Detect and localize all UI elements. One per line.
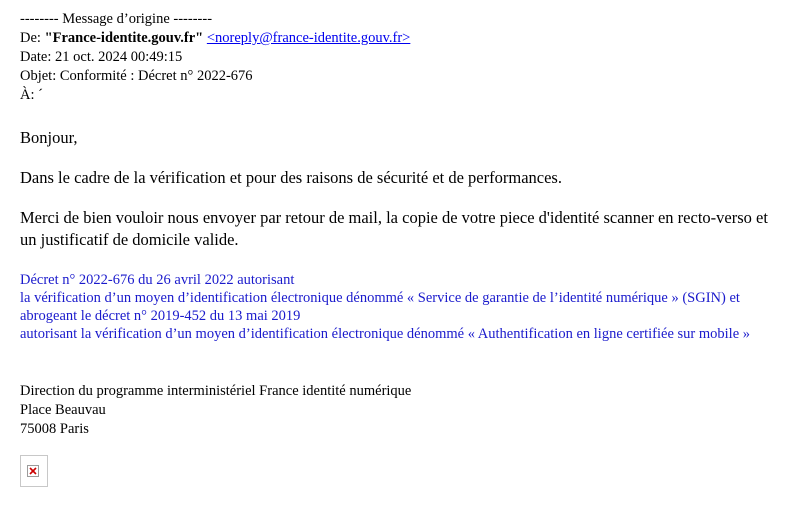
- signature-line-2: Place Beauvau: [20, 402, 106, 418]
- body-paragraph-2: Merci de bien vouloir nous envoyer par retour de mail, la copie de votre piece d'identité scanner en recto-verso et un justificatif de domicile valide.: [20, 208, 768, 249]
- to-line: [20, 86, 788, 105]
- legal-line-3: autorisant la vérification d’un moyen d’identification électronique dénommé « Authentification en ligne certifiée sur mobile »: [20, 326, 750, 342]
- greeting: Bonjour,: [20, 128, 78, 147]
- legal-line-1: Décret n° 2022-676 du 26 avril 2022 autorisant: [20, 272, 295, 288]
- date-line: [20, 48, 788, 67]
- from-label: De:: [20, 30, 45, 46]
- from-email-link[interactable]: <noreply@france-identite.gouv.fr>: [206, 30, 411, 46]
- subject-value: Conformité : Décret n° 2022-676: [59, 68, 253, 84]
- forward-separator: -------- Message d’origine --------: [20, 11, 213, 27]
- to-value: ´: [38, 87, 43, 103]
- signature-line-3: 75008 Paris: [20, 421, 89, 437]
- signature-line-1: Direction du programme interministériel France identité numérique: [20, 383, 412, 399]
- subject-label: Objet:: [20, 68, 60, 84]
- broken-image-placeholder[interactable]: [20, 455, 48, 487]
- legal-notice: [20, 271, 788, 343]
- date-value: 21 oct. 2024 00:49:15: [55, 49, 183, 65]
- from-name: "France-identite.gouv.fr": [44, 30, 204, 46]
- signature-block: [20, 382, 788, 439]
- date-label: Date:: [20, 49, 56, 65]
- from-line: [20, 29, 788, 48]
- legal-line-2: la vérification d’un moyen d’identification électronique dénommé « Service de garantie de l’identité numérique » (SGIN) et abrogeant le décret n° 2019-452 du 13 mai 2019: [20, 290, 740, 324]
- to-label: À:: [20, 87, 39, 103]
- body-paragraph-1: Dans le cadre de la vérification et pour des raisons de sécurité et de performances.: [20, 168, 562, 187]
- broken-image-icon: [27, 465, 39, 477]
- subject-line: [20, 67, 788, 86]
